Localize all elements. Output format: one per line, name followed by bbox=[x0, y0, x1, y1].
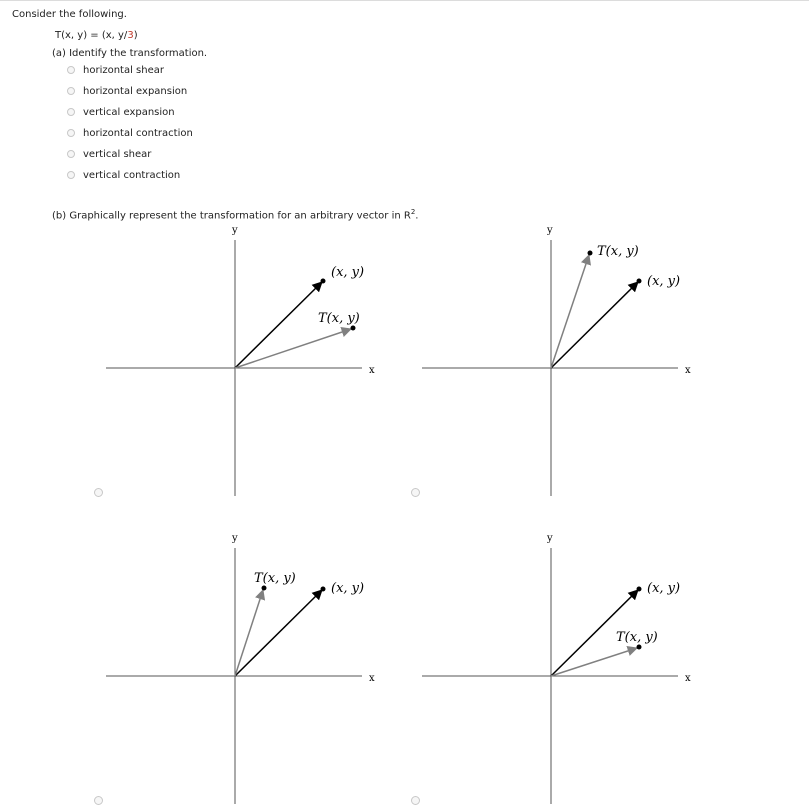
y-axis-label: y bbox=[547, 225, 553, 236]
original-point bbox=[637, 279, 642, 284]
part-b-label-end: . bbox=[415, 210, 419, 222]
y-axis-label: y bbox=[232, 533, 238, 544]
transformed-label: T(x, y) bbox=[597, 244, 639, 259]
transformed-vector bbox=[235, 329, 351, 368]
original-label: (x, y) bbox=[647, 581, 681, 596]
question-intro: Consider the following. bbox=[12, 9, 127, 20]
graph-option-3-radio[interactable] bbox=[94, 796, 103, 805]
graph-option-3 bbox=[106, 533, 375, 804]
x-axis-label: x bbox=[685, 673, 691, 684]
transformed-label: T(x, y) bbox=[254, 571, 296, 586]
original-vector bbox=[551, 282, 638, 368]
transformed-point bbox=[637, 645, 642, 650]
graph-option-4-radio[interactable] bbox=[411, 796, 420, 805]
option-label: vertical expansion bbox=[83, 106, 175, 118]
part-b-label-sup: 2 bbox=[410, 208, 416, 216]
option-label: vertical contraction bbox=[83, 169, 181, 181]
transformed-label: T(x, y) bbox=[616, 630, 658, 645]
original-vector bbox=[235, 282, 322, 368]
option-label: vertical shear bbox=[83, 148, 152, 160]
graph-option-4 bbox=[422, 533, 691, 804]
equation-text: T(x, y) = (x, y/ bbox=[55, 30, 128, 41]
original-label: (x, y) bbox=[331, 265, 365, 280]
transformed-label: T(x, y) bbox=[318, 311, 360, 326]
equation-close: ) bbox=[133, 30, 138, 41]
transformed-point bbox=[588, 251, 593, 256]
part-b-label-text: (b) Graphically represent the transformation for an arbitrary vector in R bbox=[52, 210, 411, 222]
option-label: horizontal shear bbox=[83, 64, 164, 76]
graph-option-1-radio[interactable] bbox=[94, 488, 103, 497]
y-axis-label: y bbox=[232, 225, 238, 236]
transformed-point bbox=[351, 326, 356, 331]
original-label: (x, y) bbox=[647, 274, 681, 289]
option-label: horizontal contraction bbox=[83, 127, 193, 139]
transformed-vector bbox=[551, 648, 637, 676]
equation-denominator: 3 bbox=[127, 30, 134, 41]
original-label: (x, y) bbox=[331, 581, 365, 596]
original-vector bbox=[235, 590, 322, 676]
x-axis-label: x bbox=[685, 365, 691, 376]
x-axis-label: x bbox=[369, 365, 375, 376]
original-point bbox=[637, 587, 642, 592]
transformed-point bbox=[262, 586, 267, 591]
graph-option-1 bbox=[106, 225, 375, 496]
graph-option-2 bbox=[422, 225, 691, 496]
transformed-vector bbox=[551, 255, 589, 368]
original-point bbox=[321, 587, 326, 592]
part-a-label: (a) Identify the transformation. bbox=[52, 48, 208, 59]
option-label: horizontal expansion bbox=[83, 85, 188, 97]
original-point bbox=[321, 279, 326, 284]
y-axis-label: y bbox=[547, 533, 553, 544]
x-axis-label: x bbox=[369, 673, 375, 684]
graph-option-2-radio[interactable] bbox=[411, 488, 420, 497]
